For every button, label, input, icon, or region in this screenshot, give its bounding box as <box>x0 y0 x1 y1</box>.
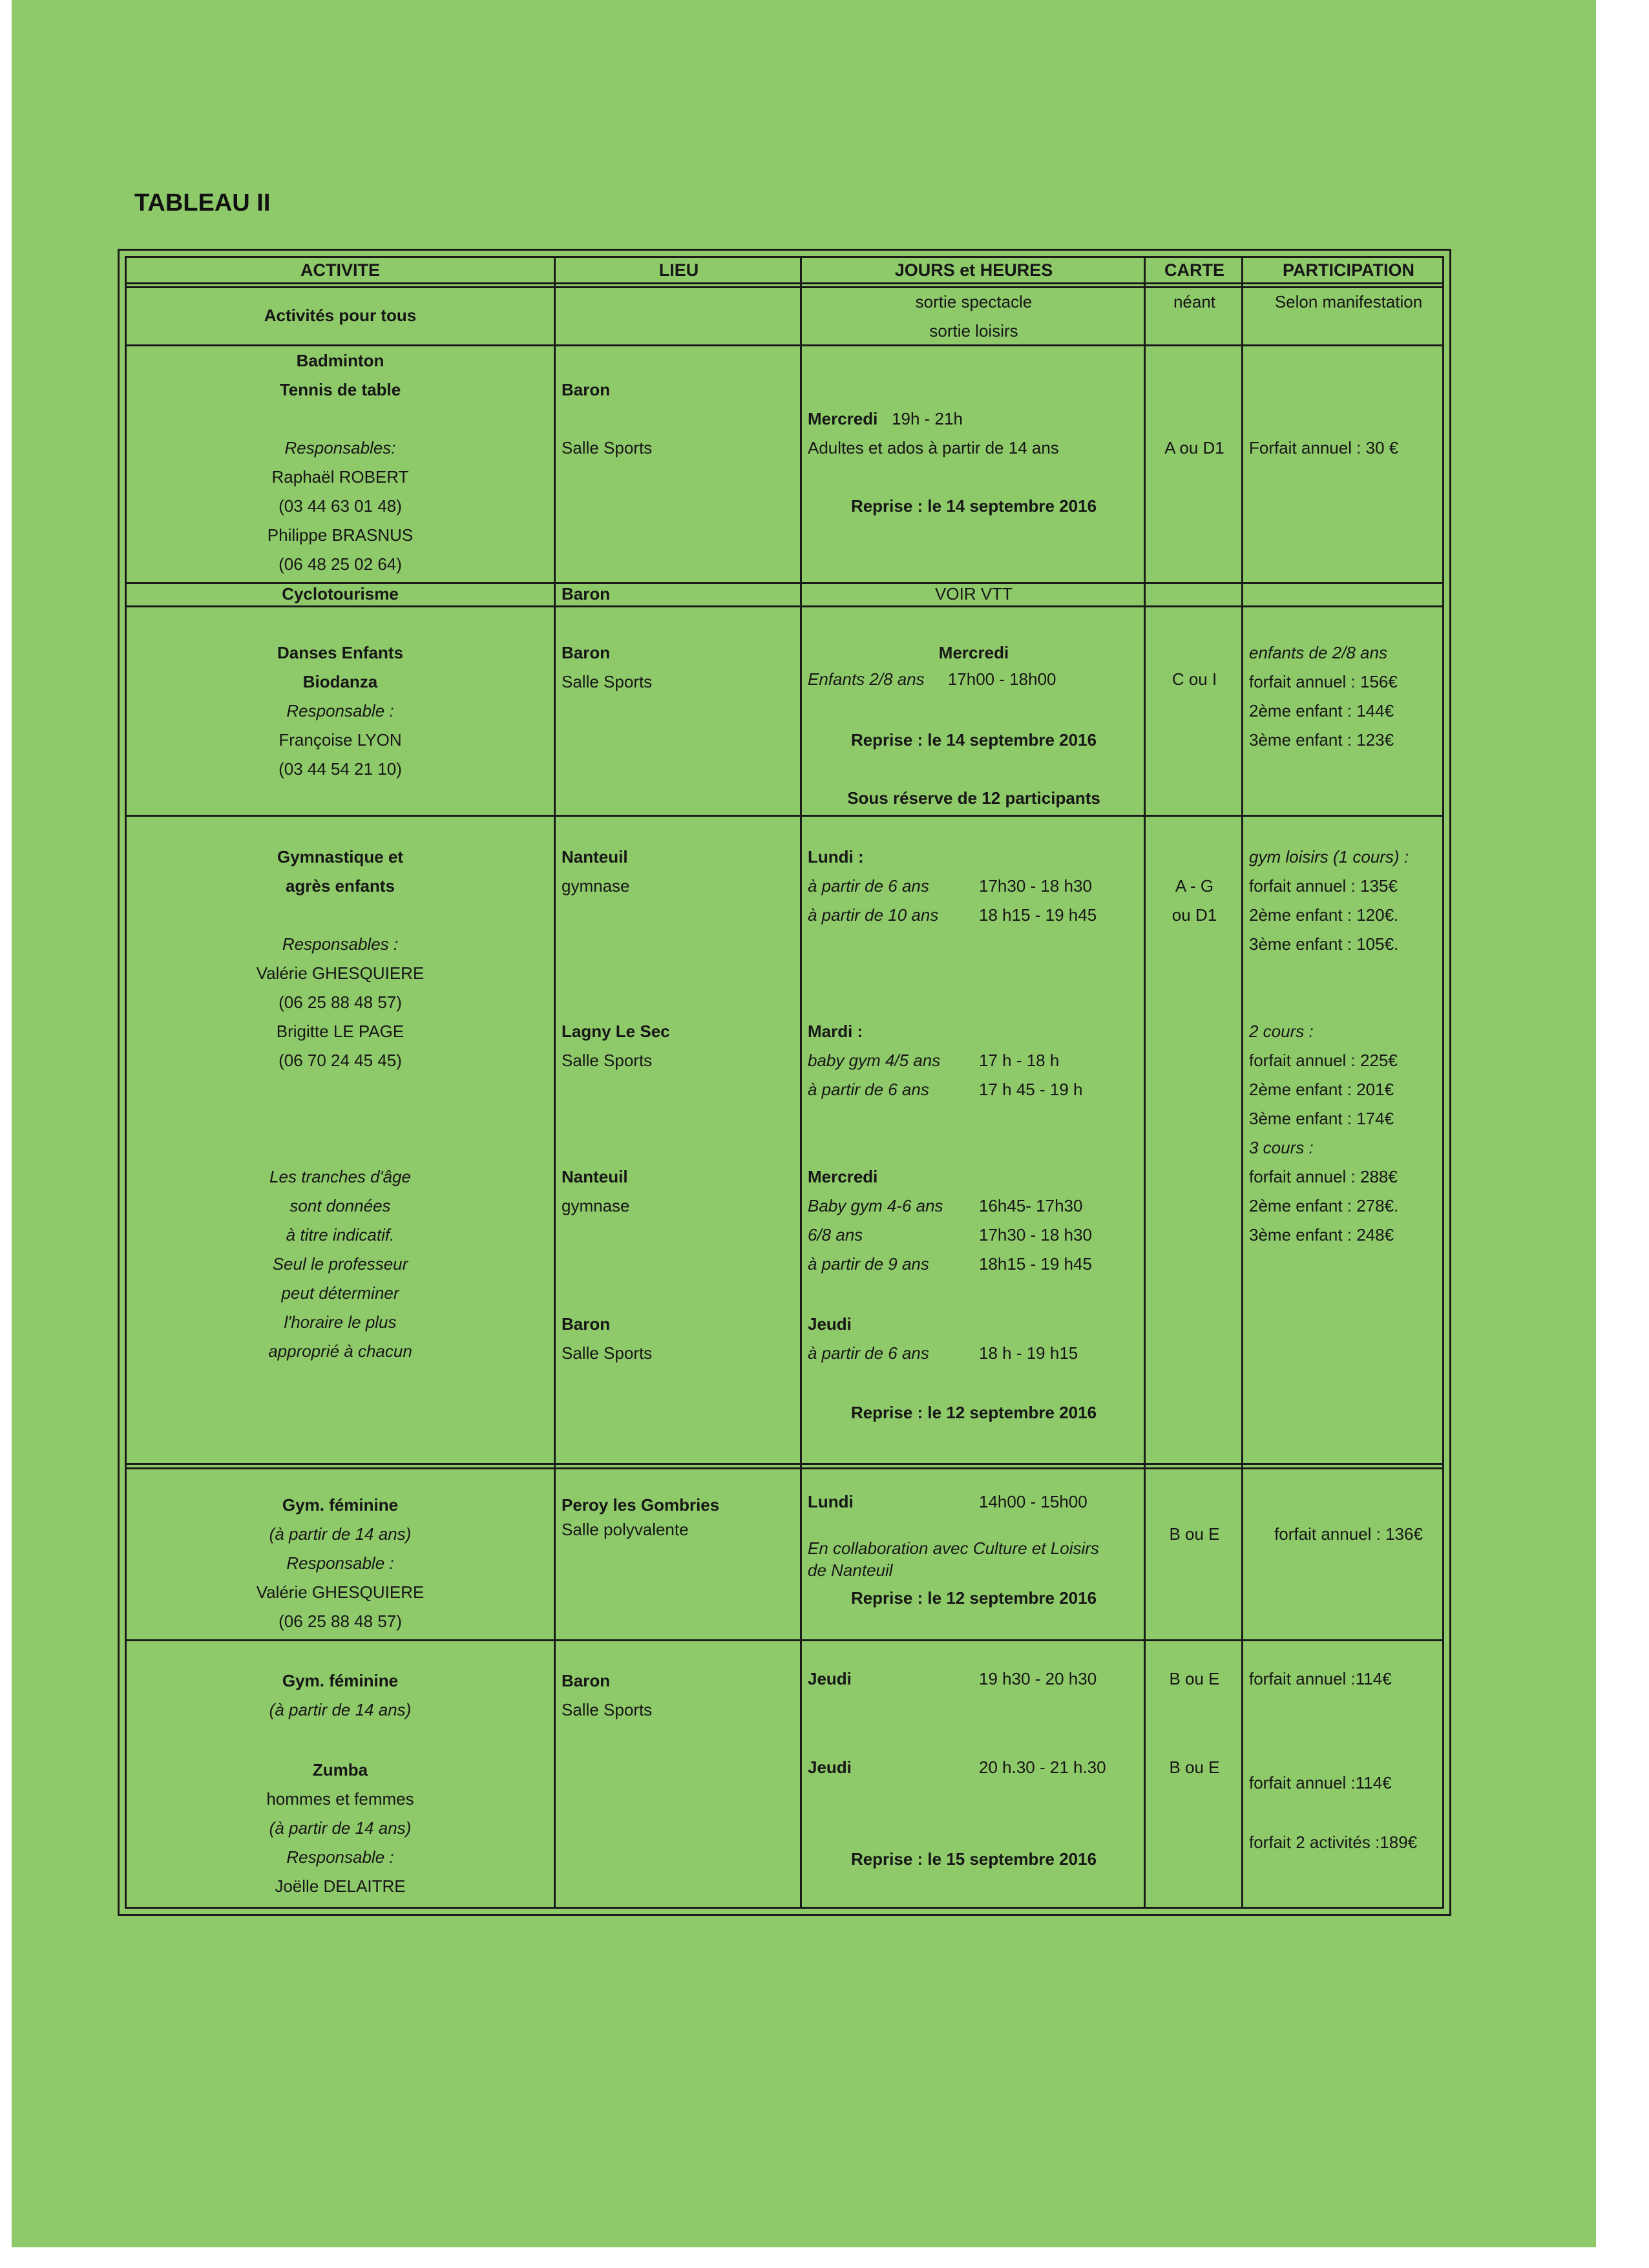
lieu-name: Baron <box>562 1671 611 1690</box>
participation-line: 2ème enfant : 201€ <box>1249 1080 1394 1099</box>
reserve-text: Sous réserve de 12 participants <box>847 788 1100 808</box>
participation-3cours <box>1245 1133 1444 1250</box>
column-divider <box>800 258 802 1907</box>
carte-cell: néant <box>1173 292 1216 311</box>
note-line: Seul le professeur <box>272 1254 408 1274</box>
row-divider <box>127 815 1442 817</box>
age-range: à partir de 6 ans <box>808 1080 929 1099</box>
carte-cell: A ou D1 <box>1164 438 1224 457</box>
lieu-salle: Salle Sports <box>562 438 653 457</box>
carte-cell <box>1148 872 1241 930</box>
participation-cell: forfait annuel :114€ <box>1249 1669 1392 1688</box>
participation-line: forfait annuel :114€ <box>1249 1773 1392 1792</box>
lieu-salle: Salle Sports <box>562 672 653 691</box>
schedule-table-inner <box>125 256 1444 1909</box>
activite-cell: Cyclotourisme <box>282 584 399 604</box>
contact-line: Raphaël ROBERT <box>271 467 409 487</box>
lieu-salle: Salle Sports <box>562 1343 653 1363</box>
note-line: sont données <box>289 1196 391 1215</box>
reprise-text: Reprise : le 12 septembre 2016 <box>850 1588 1097 1608</box>
participation-cell: forfait annuel : 136€ <box>1274 1524 1423 1544</box>
age-range: à partir de 10 ans <box>808 905 939 925</box>
carte-line: ou D1 <box>1171 905 1217 925</box>
collab-line: En collaboration avec Culture et Loisirs <box>808 1538 1099 1558</box>
header-carte: CARTE <box>1164 260 1224 280</box>
collab-text <box>804 1537 1144 1581</box>
activite-name: Gym. féminine <box>282 1495 399 1515</box>
jours-jeudi <box>804 1310 1144 1368</box>
age-text: (à partir de 14 ans) <box>269 1818 412 1838</box>
lieu-cell <box>558 375 800 463</box>
participation-line: 3ème enfant : 248€ <box>1249 1225 1394 1244</box>
participation-line: forfait annuel : 225€ <box>1249 1051 1398 1070</box>
heure-text: 18h15 - 19 h45 <box>979 1254 1092 1274</box>
note-line: Les tranches d'âge <box>269 1167 411 1186</box>
participation-line: forfait annuel : 156€ <box>1249 672 1398 691</box>
note-line: peut déterminer <box>281 1283 399 1303</box>
participation-line: enfants de 2/8 ans <box>1249 643 1387 662</box>
heure-text: 18 h15 - 19 h45 <box>979 905 1097 925</box>
participation-1cours <box>1245 843 1444 959</box>
note-line: à titre indicatif. <box>286 1225 395 1244</box>
lieu-cell <box>558 843 800 901</box>
lieu-cell <box>558 1491 800 1539</box>
column-divider <box>554 258 556 1907</box>
participation-line: 2ème enfant : 278€. <box>1249 1196 1399 1215</box>
participation-line: 2ème enfant : 120€. <box>1249 905 1399 925</box>
carte-cell: B ou E <box>1169 1669 1220 1688</box>
row-divider <box>127 1467 1442 1469</box>
age-range: à partir de 6 ans <box>808 876 929 896</box>
row-divider <box>127 282 1442 284</box>
row-divider <box>127 1463 1442 1465</box>
lieu-salle: Salle Sports <box>562 1700 653 1719</box>
lieu-name: Baron <box>562 643 611 662</box>
participation-cell: Selon manifestation <box>1274 292 1423 311</box>
participation-line: 2 cours : <box>1249 1022 1314 1041</box>
heure-text: 17h30 - 18 h30 <box>979 1225 1092 1244</box>
age-range: 6/8 ans <box>808 1225 863 1244</box>
jours-cell <box>804 288 1144 346</box>
reprise-text: Reprise : le 15 septembre 2016 <box>850 1849 1097 1869</box>
carte-cell: B ou E <box>1169 1758 1220 1777</box>
contact-line: Valérie GHESQUIERE <box>256 963 425 983</box>
participation-cell <box>1245 638 1444 755</box>
heure-text: 19 h30 - 20 h30 <box>979 1669 1097 1688</box>
activite-name: Danses Enfants <box>277 643 404 662</box>
participation-line: gym loisirs (1 cours) : <box>1249 847 1409 866</box>
jours-cell <box>804 1664 1144 1694</box>
header-lieu: LIEU <box>658 260 699 280</box>
contact-line: Valérie GHESQUIERE <box>256 1582 425 1602</box>
responsable-label: Responsable : <box>286 1553 394 1573</box>
activite-name: Tennis de table <box>279 380 401 399</box>
jours-cell <box>804 404 1144 492</box>
jour-label: Jeudi <box>808 1669 852 1688</box>
lieu-cell <box>558 638 800 697</box>
contact-line: Brigitte LE PAGE <box>276 1022 404 1041</box>
contact-line: (06 25 88 48 57) <box>278 1612 402 1631</box>
lieu-cell: Baron <box>562 584 611 604</box>
jours-lundi <box>804 843 1144 930</box>
schedule-table <box>118 249 1451 1916</box>
column-divider <box>1241 258 1243 1907</box>
heure-text: 16h45- 17h30 <box>979 1196 1083 1215</box>
lieu-name: Peroy les Gombries <box>562 1495 720 1515</box>
note-line: l'horaire le plus <box>284 1312 397 1332</box>
jours-cell <box>804 1487 1144 1517</box>
lieu-name: Nanteuil <box>562 1167 628 1186</box>
lieu-cell <box>558 1666 800 1725</box>
jour-label: Jeudi <box>808 1314 852 1334</box>
activite-cell: Activités pour tous <box>264 306 417 325</box>
header-jours: JOURS et HEURES <box>894 260 1053 280</box>
reprise-text: Reprise : le 14 septembre 2016 <box>850 496 1097 516</box>
age-range: baby gym 4/5 ans <box>808 1051 941 1070</box>
reprise-text: Reprise : le 12 septembre 2016 <box>850 1403 1097 1422</box>
carte-cell: C ou I <box>1171 669 1217 689</box>
activite-name: Gymnastique et <box>277 847 404 866</box>
activite-name: Biodanza <box>302 672 378 691</box>
participation-line: 2ème enfant : 144€ <box>1249 701 1394 720</box>
jour-label: Lundi <box>808 1492 854 1511</box>
participation-line: forfait annuel : 288€ <box>1249 1167 1398 1186</box>
activite-cell <box>127 1666 554 1725</box>
jour-label: Lundi : <box>808 847 864 866</box>
collab-line: de Nanteuil <box>808 1560 893 1580</box>
jours-mardi <box>804 1017 1144 1104</box>
contact-line: Françoise LYON <box>278 730 402 750</box>
public-text: hommes et femmes <box>266 1789 414 1809</box>
participation-line: 3 cours : <box>1249 1138 1314 1157</box>
contact-line: (06 25 88 48 57) <box>278 992 402 1012</box>
heure-text: 17h30 - 18 h30 <box>979 876 1092 896</box>
lieu-name: Baron <box>562 380 611 399</box>
page-title: TABLEAU II <box>134 189 271 216</box>
carte-cell: B ou E <box>1169 1524 1220 1544</box>
heure-text: 18 h - 19 h15 <box>979 1343 1078 1363</box>
public-text: Adultes et ados à partir de 14 ans <box>808 438 1059 457</box>
horaire-line <box>804 665 1144 694</box>
responsable-label: Responsable : <box>286 1847 394 1867</box>
activite-name: Badminton <box>296 351 384 370</box>
activite-name: Gym. féminine <box>282 1671 399 1690</box>
activite-cell <box>127 1491 554 1636</box>
carte-line: A - G <box>1175 876 1214 896</box>
activite-cell <box>127 638 554 784</box>
jour-label: Jeudi <box>808 1758 852 1777</box>
lieu-cell <box>558 1017 800 1075</box>
jour-label: Mercredi <box>808 409 878 428</box>
contact-line: (06 70 24 45 45) <box>278 1051 402 1070</box>
activite-cell <box>127 346 554 579</box>
activite-cell <box>127 1756 554 1901</box>
lieu-salle: gymnase <box>562 876 630 896</box>
header-participation: PARTICIPATION <box>1283 260 1414 280</box>
lieu-cell <box>558 1162 800 1221</box>
responsables-label: Responsables : <box>282 934 399 954</box>
contact-line: (03 44 54 21 10) <box>278 759 402 779</box>
age-range: à partir de 9 ans <box>808 1254 929 1274</box>
heure-text: 20 h.30 - 21 h.30 <box>979 1758 1106 1777</box>
jour-label: Mercredi <box>808 1167 878 1186</box>
age-text: (à partir de 14 ans) <box>269 1524 412 1544</box>
participation-cell <box>1245 1753 1444 1872</box>
note-line: approprié à chacun <box>268 1341 412 1361</box>
lieu-name: Baron <box>562 1314 611 1334</box>
heure-text: 17 h - 18 h <box>979 1051 1060 1070</box>
lieu-salle: Salle polyvalente <box>562 1520 689 1539</box>
jour-label: Mardi : <box>808 1022 863 1041</box>
contact-line: Joëlle DELAITRE <box>275 1876 406 1896</box>
activite-name: Zumba <box>312 1760 368 1780</box>
age-range: à partir de 6 ans <box>808 1343 929 1363</box>
jours-cell: VOIR VTT <box>935 584 1013 604</box>
heure-text: 17h00 - 18h00 <box>947 669 1056 689</box>
heure-text: 19h - 21h <box>892 409 963 428</box>
heure-text: 17 h 45 - 19 h <box>979 1080 1083 1099</box>
contact-line: Philippe BRASNUS <box>267 525 414 545</box>
contact-line: (06 48 25 02 64) <box>278 554 402 574</box>
contact-line: (03 44 63 01 48) <box>278 496 402 516</box>
participation-line: forfait annuel : 135€ <box>1249 876 1398 896</box>
public-text: Enfants 2/8 ans <box>808 669 925 689</box>
participation-line: forfait 2 activités :189€ <box>1249 1832 1418 1852</box>
lieu-cell <box>558 1310 800 1368</box>
lieu-name: Nanteuil <box>562 847 628 866</box>
lieu-salle: gymnase <box>562 1196 630 1215</box>
participation-2cours <box>1245 1017 1444 1133</box>
age-note <box>127 1162 554 1366</box>
activite-cell <box>127 843 554 1075</box>
heure-text: 14h00 - 15h00 <box>979 1492 1087 1511</box>
participation-line: 3ème enfant : 174€ <box>1249 1109 1394 1128</box>
reprise-text: Reprise : le 14 septembre 2016 <box>850 730 1097 750</box>
activite-name: agrès enfants <box>285 876 395 896</box>
row-divider <box>127 1639 1442 1641</box>
lieu-salle: Salle Sports <box>562 1051 653 1070</box>
responsables-label: Responsables: <box>284 438 396 457</box>
responsable-label: Responsable : <box>286 701 394 720</box>
jours-line: sortie spectacle <box>915 292 1033 311</box>
jours-line: sortie loisirs <box>929 321 1018 341</box>
participation-line: 3ème enfant : 105€. <box>1249 934 1399 954</box>
participation-cell: Forfait annuel : 30 € <box>1249 438 1399 457</box>
lieu-name: Lagny Le Sec <box>562 1022 670 1041</box>
column-divider <box>1144 258 1146 1907</box>
jours-cell <box>804 1753 1144 1782</box>
jour-label: Mercredi <box>938 643 1009 662</box>
age-range: Baby gym 4-6 ans <box>808 1196 943 1215</box>
jours-mercredi <box>804 1162 1144 1279</box>
age-text: (à partir de 14 ans) <box>269 1700 412 1719</box>
participation-line: 3ème enfant : 123€ <box>1249 730 1394 750</box>
header-activite: ACTIVITE <box>300 260 380 280</box>
